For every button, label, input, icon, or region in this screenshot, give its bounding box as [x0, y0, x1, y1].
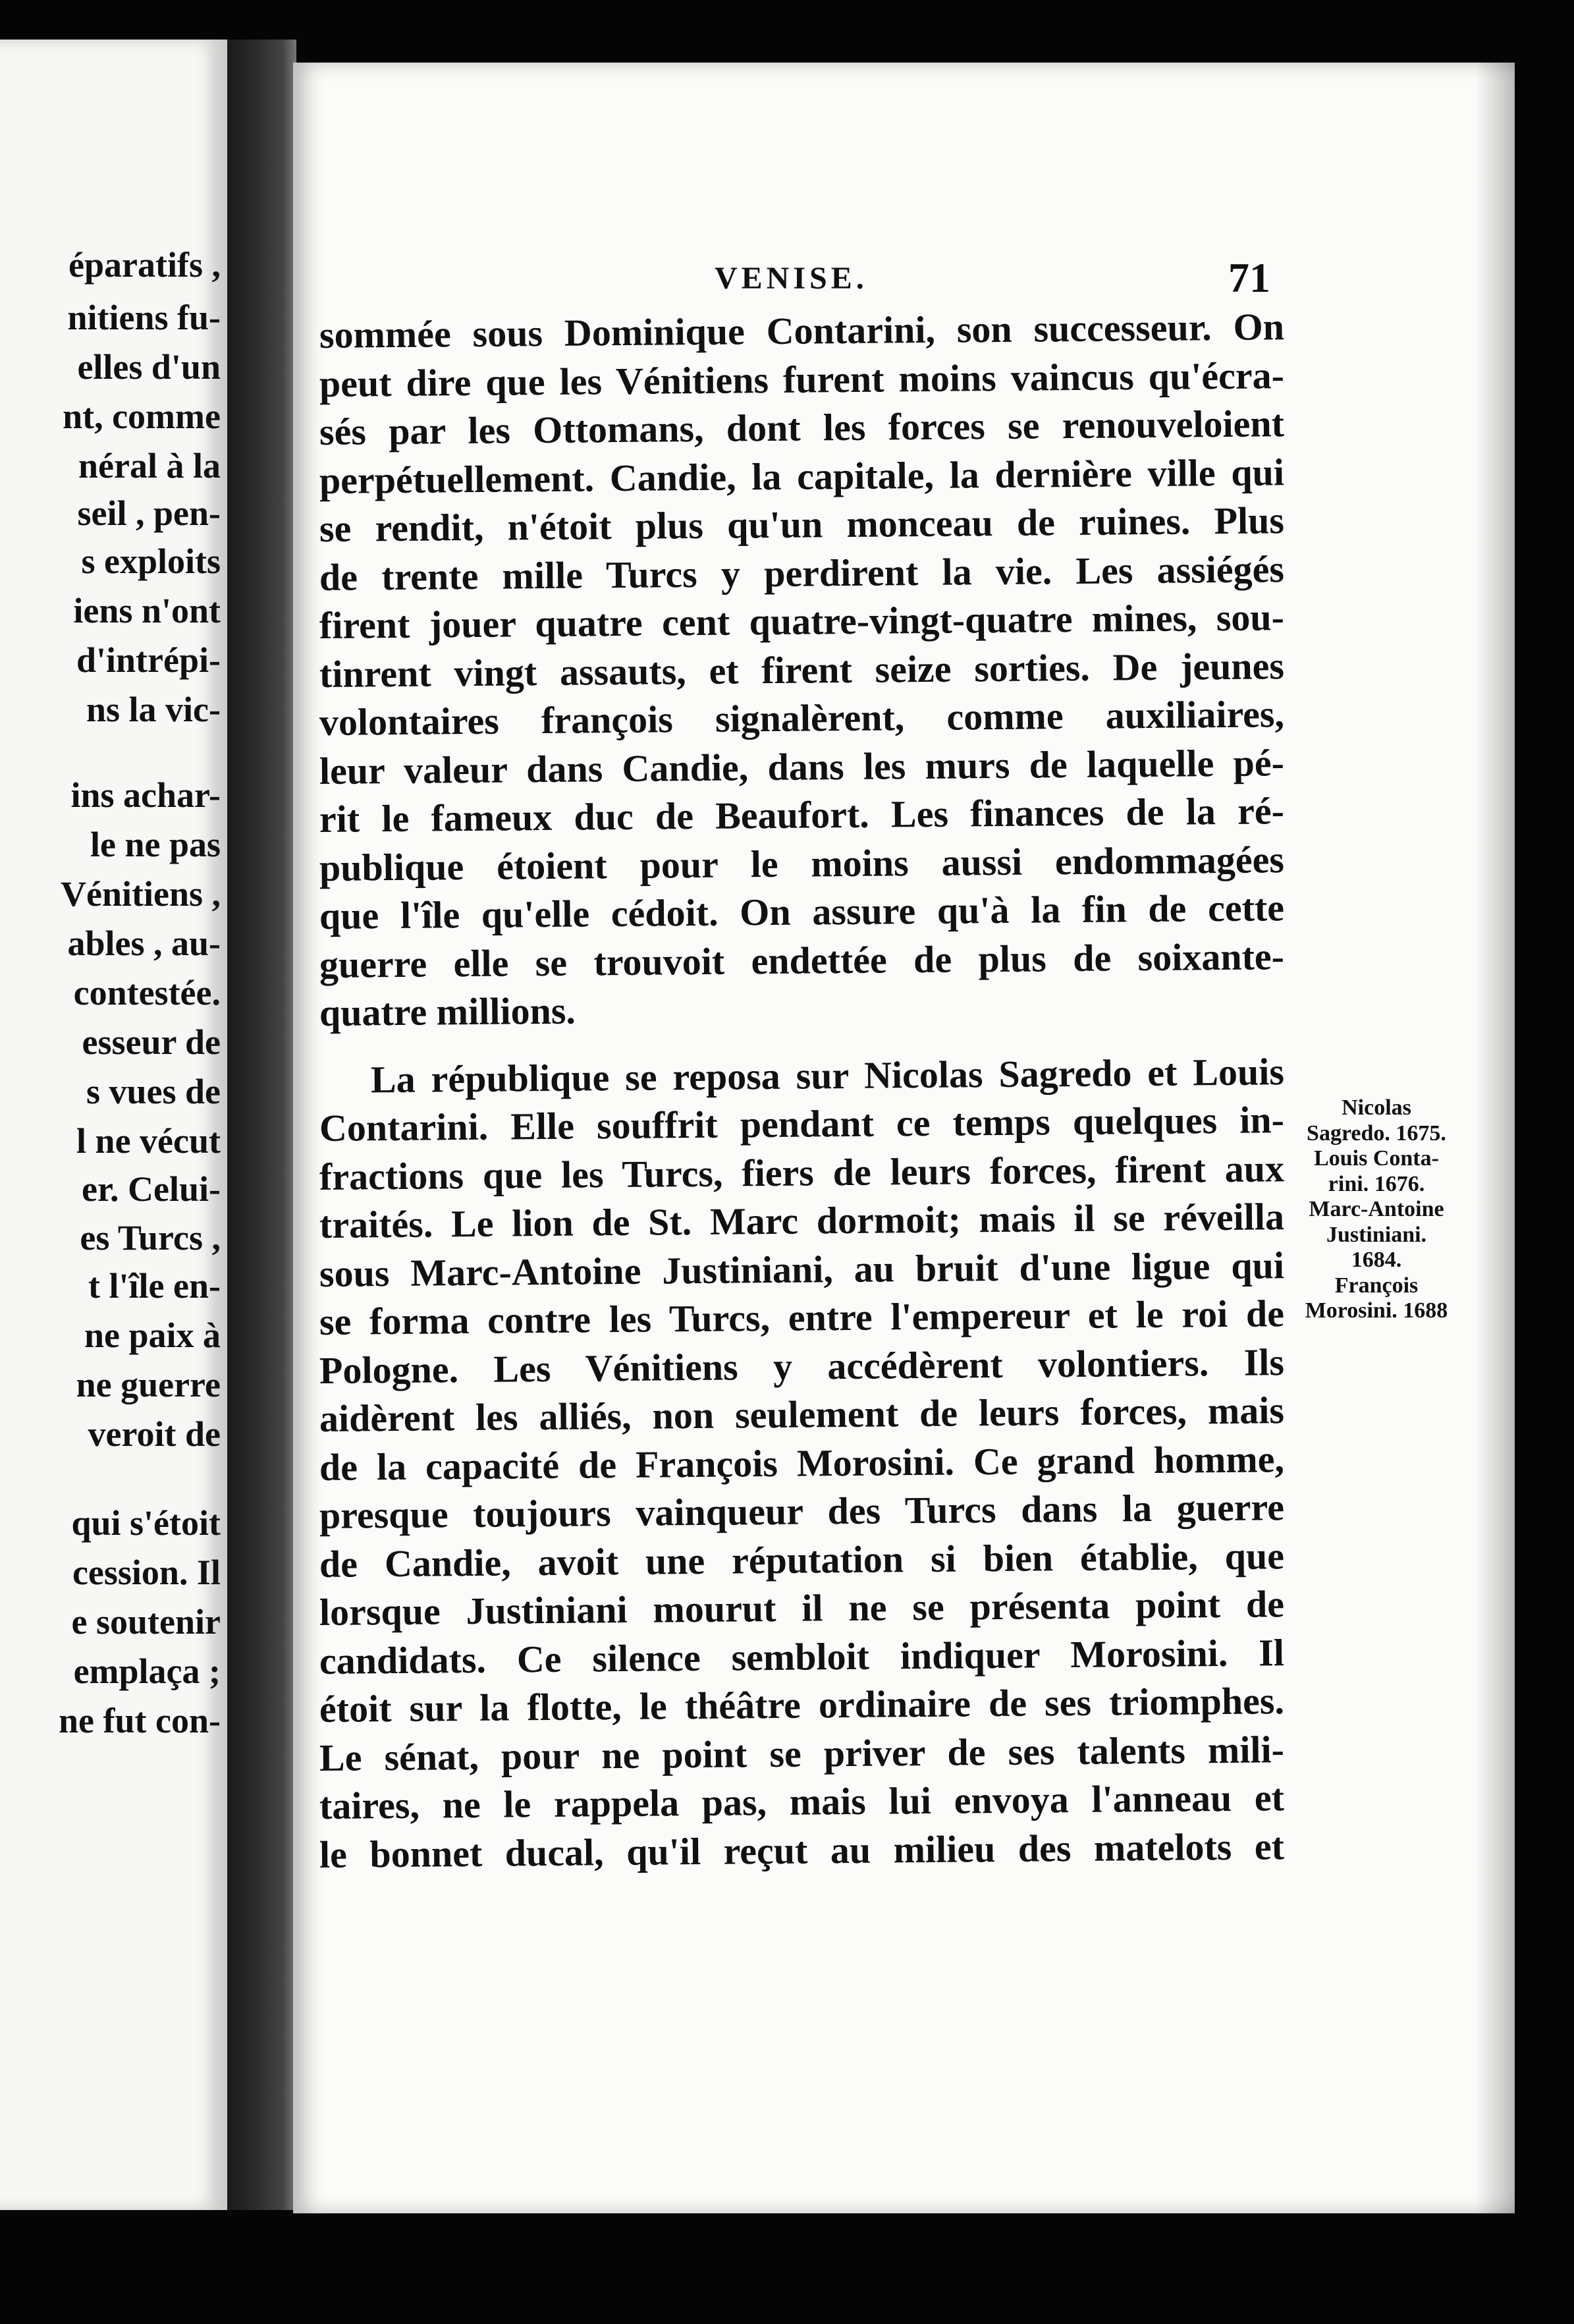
body-line: leur valeur dans Candie, dans les murs de laquelle pé-: [319, 740, 1285, 792]
left-page-line: iens n'ont: [73, 591, 221, 630]
body-line: guerre elle se trouvoit endettée de plus de soixante-: [319, 934, 1285, 986]
body-line: sommée sous Dominique Contarini, son successeur. On: [319, 305, 1285, 356]
left-page-line: ne guerre: [76, 1365, 221, 1404]
body-line: de Candie, avoit une réputation si bien établie, que: [319, 1534, 1285, 1586]
left-page-line: Vénitiens ,: [61, 874, 221, 914]
body-line: de la capacité de François Morosini. Ce grand homme,: [319, 1437, 1285, 1489]
left-page: [0, 40, 231, 2210]
left-page-line: ables , au-: [67, 924, 221, 963]
left-page-line: elles d'un: [77, 347, 221, 387]
left-page-line: veroit de: [88, 1414, 221, 1454]
body-line: le bonnet ducal, qu'il reçut au milieu des matelots et: [319, 1824, 1285, 1876]
body-line: La république se reposa sur Nicolas Sagredo et Louis: [370, 1049, 1285, 1101]
body-line: traités. Le lion de St. Marc dormoit; mais il se réveilla: [319, 1195, 1285, 1246]
left-page-line: esseur de: [82, 1022, 221, 1062]
margin-note-line: Nicolas: [1342, 1095, 1411, 1120]
body-line: se rendit, n'étoit plus qu'un monceau de ruines. Plus: [319, 499, 1285, 550]
body-line: quatre millions.: [319, 989, 576, 1034]
body-line: sous Marc-Antoine Justiniani, au bruit d'une ligue qui: [319, 1243, 1285, 1295]
body-line: que l'île qu'elle cédoit. On assure qu'à la fin de cette: [319, 886, 1285, 937]
margin-note-line: Morosini. 1688: [1305, 1298, 1448, 1323]
left-page-line: e soutenir: [71, 1602, 221, 1642]
margin-note-line: 1684.: [1351, 1248, 1402, 1272]
left-page-line: nitiens fu-: [67, 298, 221, 337]
left-page-line: d'intrépi-: [76, 640, 221, 680]
left-page-line: s exploits: [81, 541, 221, 581]
body-line: presque toujours vainqueur des Turcs dans la guerre: [319, 1485, 1285, 1537]
left-page-line: s vues de: [86, 1072, 221, 1111]
body-line: étoit sur la flotte, le théâtre ordinaire de ses triomphes.: [319, 1679, 1285, 1730]
right-page: [293, 63, 1515, 2213]
body-line: publique étoient pour le moins aussi endommagées: [319, 837, 1285, 889]
left-page-line: emplaça ;: [73, 1651, 221, 1691]
margin-note-line: François: [1334, 1273, 1419, 1298]
page-number: 71: [1228, 254, 1270, 301]
left-page-line: qui s'étoit: [71, 1503, 221, 1543]
left-page-line: ne fut con-: [59, 1701, 221, 1740]
body-line: Contarini. Elle souffrit pendant ce temps quelques in-: [319, 1098, 1285, 1149]
body-line: sés par les Ottomans, dont les forces se renouveloient: [319, 402, 1285, 453]
body-line: firent jouer quatre cent quatre-vingt-quatre mines, sou-: [319, 595, 1285, 647]
body-line: lorsque Justiniani mourut il ne se présenta point de: [319, 1582, 1285, 1634]
left-page-line: néral à la: [78, 446, 221, 485]
body-line: peut dire que les Vénitiens furent moins vaincus qu'écra-: [319, 353, 1285, 405]
left-page-line: l ne vécut: [76, 1121, 221, 1161]
left-page-line: le ne pas: [90, 825, 221, 864]
left-page-line: éparatifs ,: [68, 245, 221, 285]
left-page-line: cession. Il: [72, 1553, 221, 1592]
body-line: perpétuellement. Candie, la capitale, la dernière ville qui: [319, 450, 1285, 502]
body-line: se forma contre les Turcs, entre l'empereur et le roi de: [319, 1292, 1285, 1343]
left-page-line: er. Celui-: [82, 1169, 221, 1209]
page-edge-shadow: [1475, 63, 1515, 2213]
left-page-line: ne paix à: [84, 1315, 221, 1355]
body-line: aidèrent les alliés, non seulement de leurs forces, mais: [319, 1389, 1285, 1440]
body-line: rit le fameux duc de Beaufort. Les finances de la ré-: [319, 789, 1285, 841]
body-line: Le sénat, pour ne point se priver de ses talents mili-: [319, 1727, 1285, 1779]
body-line: tinrent vingt assauts, et firent seize sorties. De jeunes: [319, 644, 1285, 696]
margin-note-line: Sagredo. 1675.: [1307, 1120, 1446, 1146]
left-page-line: ns la vic-: [86, 690, 221, 729]
left-page-line: es Turcs ,: [80, 1218, 221, 1258]
margin-note-line: Marc-Antoine: [1309, 1197, 1444, 1221]
left-page-line: ins achar-: [70, 775, 221, 815]
body-line: de trente mille Turcs y perdirent la vie. Les assiégés: [319, 547, 1285, 599]
body-line: Pologne. Les Vénitiens y accédèrent volontiers. Ils: [319, 1340, 1285, 1392]
margin-note-line: Louis Conta-: [1314, 1146, 1439, 1171]
left-page-line: t l'île en-: [88, 1266, 221, 1306]
margin-note-line: rini. 1676.: [1328, 1171, 1425, 1196]
left-page-line: seil , pen-: [77, 493, 221, 533]
left-page-line: nt, comme: [63, 397, 221, 436]
book-gutter: [227, 40, 296, 2210]
left-page-line: contestée.: [73, 973, 221, 1012]
body-line: taires, ne le rappela pas, mais lui envoya l'anneau et: [319, 1776, 1285, 1827]
body-line: volontaires françois signalèrent, comme auxiliaires,: [319, 692, 1285, 744]
running-head: VENISE.: [715, 261, 868, 296]
body-line: candidats. Ce silence sembloit indiquer Morosini. Il: [319, 1630, 1285, 1682]
margin-note-line: Justiniani.: [1326, 1222, 1427, 1247]
body-line: fractions que les Turcs, fiers de leurs forces, firent aux: [319, 1146, 1285, 1198]
